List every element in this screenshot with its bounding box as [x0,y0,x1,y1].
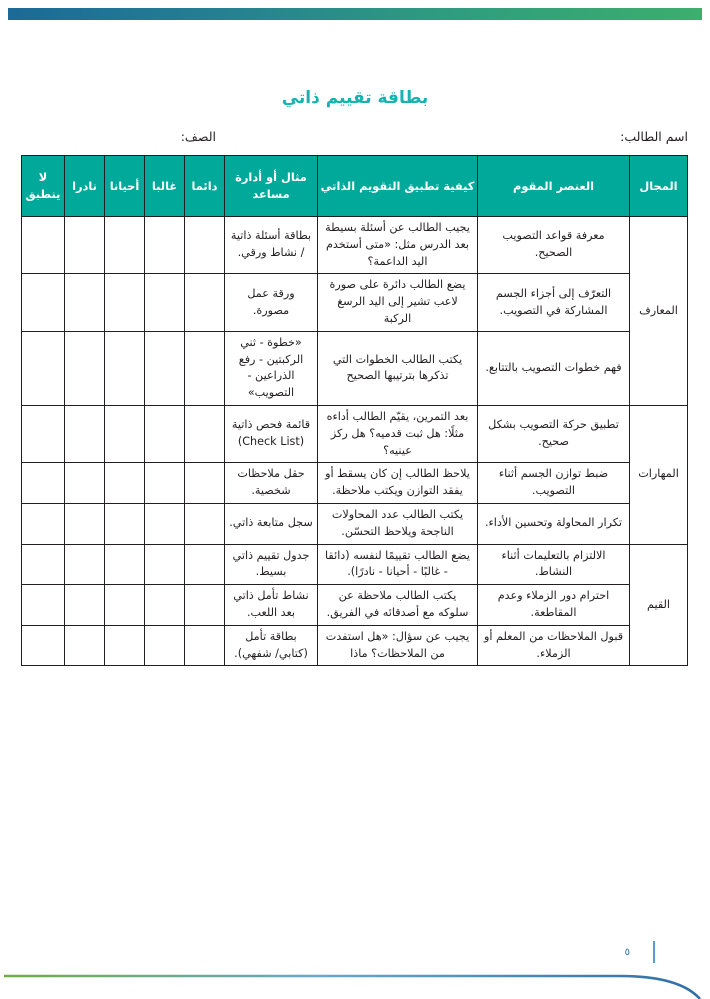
how-cell: يجيب عن سؤال: «هل استفدت من الملاحظات؟ ماذا [318,625,478,666]
rating-cell-always[interactable] [185,463,225,504]
example-cell: جدول تقييم ذاتي بسيط. [225,544,318,585]
example-cell: بطاقة تأمل (كتابي/ شفهي). [225,625,318,666]
header-domain: المجال [630,156,688,217]
header-always: دائما [185,156,225,217]
header-how: كيفية تطبيق التقويم الذاتي [318,156,478,217]
rating-cell-rarely[interactable] [65,405,105,462]
rating-cell-rarely[interactable] [65,503,105,544]
element-cell: التعرّف إلى أجزاء الجسم المشاركة في التصويب. [478,274,630,331]
how-cell: يكتب الطالب عدد المحاولات الناجحة ويلاحظ التحسّن. [318,503,478,544]
element-cell: احترام دور الزملاء وعدم المقاطعة. [478,585,630,626]
how-cell: بعد التمرين، يقيّم الطالب أداءه مثلًا: هل ثبت قدميه؟ هل ركز عينيه؟ [318,405,478,462]
table-row [22,544,688,585]
example-cell: سجل متابعة ذاتي. [225,503,318,544]
example-cell: حقل ملاحظات شخصية. [225,463,318,504]
element-cell: فهم خطوات التصويب بالتتابع. [478,331,630,405]
rating-cell-always[interactable] [185,405,225,462]
rating-cell-not-applicable[interactable] [22,405,65,462]
element-cell: قبول الملاحظات من المعلم أو الزملاء. [478,625,630,666]
example-cell: ورقة عمل مصورة. [225,274,318,331]
table-row [22,463,688,504]
rating-cell-always[interactable] [185,585,225,626]
rating-cell-sometimes[interactable] [105,217,145,274]
page-title: بطاقة تقييم ذاتي [281,88,429,108]
rating-cell-rarely[interactable] [65,331,105,405]
how-cell: يجيب الطالب عن أسئلة بسيطة بعد الدرس مثل: «متى أستخدم اليد الداعمة؟ [318,217,478,274]
header-sometimes: أحيانا [105,156,145,217]
table-row [22,503,688,544]
example-cell: بطاقة أسئلة ذاتية / نشاط ورقي. [225,217,318,274]
student-name-label: اسم الطالب: [620,129,688,144]
rating-cell-rarely[interactable] [65,544,105,585]
element-cell: الالتزام بالتعليمات أثناء النشاط. [478,544,630,585]
self-assessment-table-wrapper [22,155,688,666]
rating-cell-often[interactable] [145,544,185,585]
example-cell: نشاط تأمل ذاتي بعد اللعب. [225,585,318,626]
table-row [22,217,688,274]
rating-cell-sometimes[interactable] [105,625,145,666]
header-example: مثال أو أدارة مساعد [225,156,318,217]
table-row [22,585,688,626]
how-cell: يكتب الطالب ملاحظة عن سلوكه مع أصدقائه في الفريق. [318,585,478,626]
rating-cell-not-applicable[interactable] [22,463,65,504]
page-number: ٥ [624,947,630,958]
rating-cell-always[interactable] [185,544,225,585]
rating-cell-sometimes[interactable] [105,274,145,331]
rating-cell-often[interactable] [145,274,185,331]
rating-cell-sometimes[interactable] [105,544,145,585]
element-cell: ضبط توازن الجسم أثناء التصويب. [478,463,630,504]
rating-cell-often[interactable] [145,585,185,626]
how-cell: يكتب الطالب الخطوات التي تذكرها بترتيبها الصحيح [318,331,478,405]
how-cell: يلاحظ الطالب إن كان يسقط أو يفقد التوازن ويكتب ملاحظة. [318,463,478,504]
rating-cell-often[interactable] [145,503,185,544]
table-header-row [22,156,688,217]
rating-cell-not-applicable[interactable] [22,544,65,585]
footer-decorative-curve [0,953,710,999]
table-row [22,625,688,666]
rating-cell-always[interactable] [185,503,225,544]
example-cell: «خطوة - ثني الركبتين - رفع الذراعين - التصويب» [225,331,318,405]
how-cell: يضع الطالب تقييمًا لنفسه (دائقا - غالبًا - أحيانا - نادرًا). [318,544,478,585]
rating-cell-not-applicable[interactable] [22,331,65,405]
rating-cell-not-applicable[interactable] [22,217,65,274]
domain-cell: المعارف [630,217,688,406]
rating-cell-always[interactable] [185,217,225,274]
rating-cell-rarely[interactable] [65,585,105,626]
header-element: العنصر المقوم [478,156,630,217]
table-row [22,405,688,462]
rating-cell-not-applicable[interactable] [22,585,65,626]
rating-cell-sometimes[interactable] [105,585,145,626]
rating-cell-often[interactable] [145,217,185,274]
rating-cell-not-applicable[interactable] [22,274,65,331]
page-number-rule [653,941,655,963]
example-cell: قائمة فحص ذاتية (Check List) [225,405,318,462]
how-cell: يضع الطالب دائرة على صورة لاعب تشير إلى اليد الرسغ الركبة [318,274,478,331]
header-often: غالبا [145,156,185,217]
rating-cell-sometimes[interactable] [105,463,145,504]
rating-cell-sometimes[interactable] [105,503,145,544]
rating-cell-always[interactable] [185,274,225,331]
table-body [22,217,688,666]
rating-cell-always[interactable] [185,331,225,405]
header-not-applicable: لا ينطبق [22,156,65,217]
domain-cell: القيم [630,544,688,666]
rating-cell-often[interactable] [145,405,185,462]
element-cell: تكرار المحاولة وتحسين الأداء. [478,503,630,544]
rating-cell-always[interactable] [185,625,225,666]
rating-cell-not-applicable[interactable] [22,503,65,544]
element-cell: تطبيق حركة التصويب بشكل صحيح. [478,405,630,462]
rating-cell-often[interactable] [145,463,185,504]
header-decorative-bar [8,8,702,20]
rating-cell-often[interactable] [145,625,185,666]
rating-cell-not-applicable[interactable] [22,625,65,666]
table-row [22,274,688,331]
rating-cell-rarely[interactable] [65,274,105,331]
header-rarely: نادرا [65,156,105,217]
element-cell: معرفة قواعد التصويب الصحيح. [478,217,630,274]
rating-cell-sometimes[interactable] [105,331,145,405]
rating-cell-sometimes[interactable] [105,405,145,462]
domain-cell: المهارات [630,405,688,544]
student-meta-row [22,129,688,147]
table-row [22,331,688,405]
rating-cell-rarely[interactable] [65,625,105,666]
rating-cell-rarely[interactable] [65,217,105,274]
rating-cell-rarely[interactable] [65,463,105,504]
class-label: الصف: [180,129,216,144]
self-assessment-table [21,155,688,666]
rating-cell-often[interactable] [145,331,185,405]
